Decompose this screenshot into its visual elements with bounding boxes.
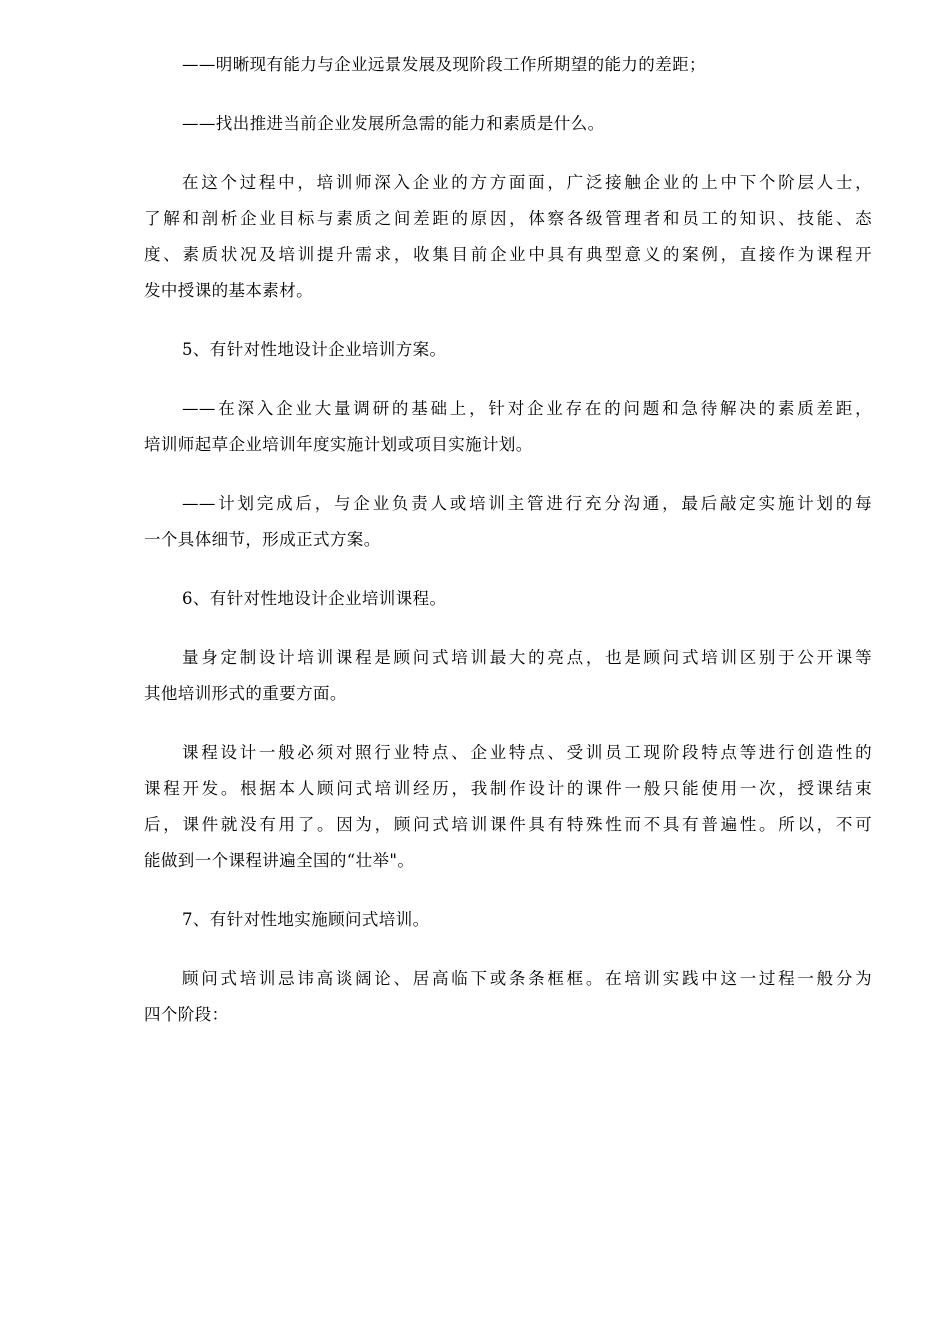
section-heading-7 (144, 902, 872, 938)
text-line: 6、有针对性地设计企业培训课程。 (182, 589, 447, 608)
paragraph-11 (144, 961, 872, 1033)
text-line: ——找出推进当前企业发展所急需的能力和素质是什么。 (182, 114, 605, 133)
text-line: 后，课件就没有用了。因为，顾问式培训课件具有特殊性而不具有普遍性。所以，不可 (144, 815, 872, 834)
text-line: 课程开发。根据本人顾问式培训经历，我制作设计的课件一般只能使用一次，授课结束 (144, 779, 872, 798)
text-line: 四个阶段： (144, 1005, 229, 1024)
section-heading-6 (144, 581, 872, 617)
document-body (144, 47, 872, 1056)
text-line: 7、有针对性地实施顾问式培训。 (182, 910, 430, 929)
text-line: 其他培训形式的重要方面。 (144, 684, 347, 703)
text-line: 了解和剖析企业目标与素质之间差距的原因，体察各级管理者和员工的知识、技能、态 (144, 209, 872, 228)
text-line: 一个具体细节，形成正式方案。 (144, 530, 381, 549)
text-line: 发中授课的基本素材。 (144, 281, 313, 300)
text-line: 5、有针对性地设计企业培训方案。 (182, 340, 447, 359)
text-line: 在这个过程中，培训师深入企业的方方面面，广泛接触企业的上中下个阶层人士， (182, 173, 872, 192)
text-line: 量身定制设计培训课程是顾问式培训最大的亮点，也是顾问式培训区别于公开课等 (182, 648, 872, 667)
text-line: 顾问式培训忌讳高谈阔论、居高临下或条条框框。在培训实践中这一过程一般分为 (182, 969, 872, 988)
paragraph-2 (144, 106, 872, 142)
paragraph-3 (144, 165, 872, 309)
text-line: ——明晰现有能力与企业远景发展及现阶段工作所期望的能力的差距； (182, 55, 706, 74)
text-line: 能做到一个课程讲遍全国的“壮举"。 (144, 851, 415, 870)
paragraph-5 (144, 391, 872, 463)
paragraph-8 (144, 640, 872, 712)
text-line: ——计划完成后，与企业负责人或培训主管进行充分沟通，最后敲定实施计划的每 (182, 494, 872, 513)
text-line: 培训师起草企业培训年度实施计划或项目实施计划。 (144, 435, 533, 454)
paragraph-6 (144, 486, 872, 558)
section-heading-5 (144, 332, 872, 368)
paragraph-9 (144, 735, 872, 879)
paragraph-1 (144, 47, 872, 83)
text-line: 度、素质状况及培训提升需求，收集目前企业中具有典型意义的案例，直接作为课程开 (144, 245, 872, 264)
text-line: 课程设计一般必须对照行业特点、企业特点、受训员工现阶段特点等进行创造性的 (182, 743, 872, 762)
text-line: ——在深入企业大量调研的基础上，针对企业存在的问题和急待解决的素质差距， (182, 399, 872, 418)
